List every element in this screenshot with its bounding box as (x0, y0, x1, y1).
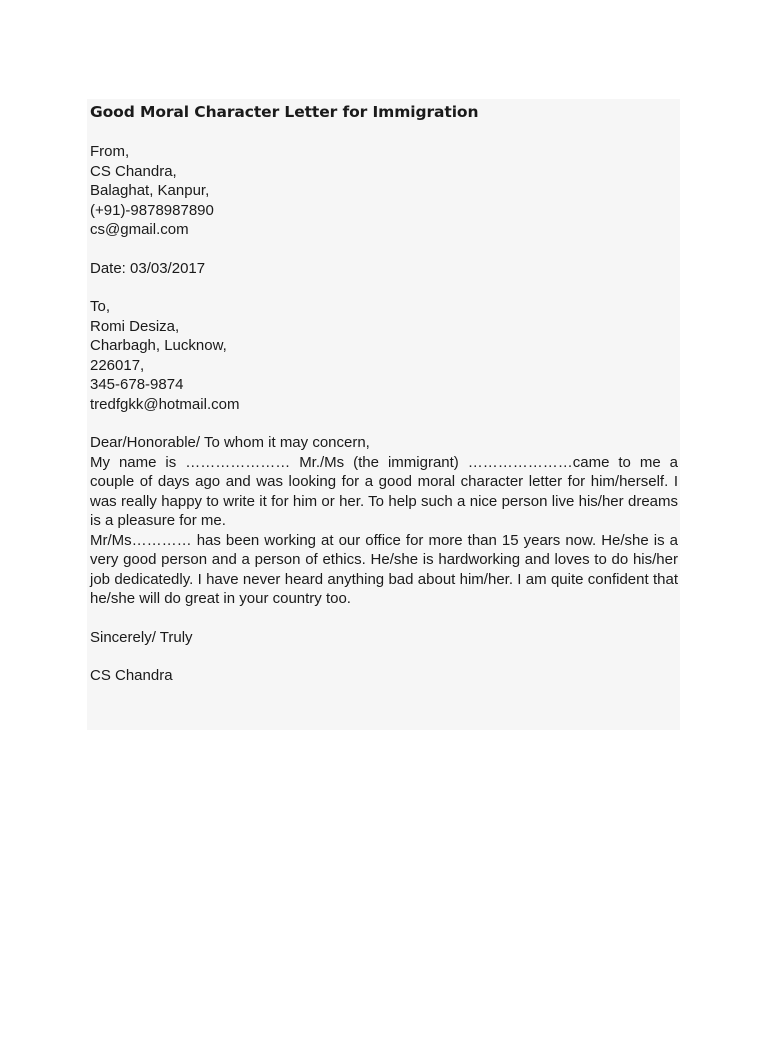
body-paragraph-1: My name is ………………… Mr./Ms (the immigrant) …………………came to me a couple of days ago and was looking for a good moral character letter for him/herself. I was really happy to write it for him or her. To help such a nice person live his/her dreams is a pleasure for me. (90, 453, 678, 529)
date-line: Date: 03/03/2017 (90, 259, 206, 277)
sender-block (90, 142, 678, 240)
sender-name: CS Chandra, (90, 162, 177, 180)
sender-address: Balaghat, Kanpur, (90, 182, 210, 199)
body-paragraph-2: Mr/Ms………… has been working at our office for more than 15 years now. He/she is a very good person and a person of ethics. He/she is hardworking and loves to do his/her job dedicatedly. I have never heard anything bad about him/her. I am quite confident that he/she will do great in your country too. (90, 531, 678, 607)
signature: CS Chandra (90, 667, 173, 684)
to-label: To, (90, 298, 111, 315)
letter-content (90, 102, 678, 686)
recipient-address: Charbagh, Lucknow, (90, 337, 227, 354)
recipient-block (90, 297, 678, 414)
recipient-email: tredfgkk@hotmail.com (90, 395, 240, 413)
from-label: From, (90, 143, 130, 160)
recipient-phone: 345-678-9874 (90, 376, 184, 393)
recipient-pin: 226017, (90, 356, 145, 374)
sender-phone: (+91)-9878987890 (90, 201, 214, 219)
letter-title: Good Moral Character Letter for Immigration (90, 103, 479, 121)
recipient-name: Romi Desiza, (90, 317, 180, 335)
salutation: Dear/Honorable/ To whom it may concern, (90, 434, 370, 451)
closing: Sincerely/ Truly (90, 628, 193, 646)
sender-email: cs@gmail.com (90, 221, 189, 238)
